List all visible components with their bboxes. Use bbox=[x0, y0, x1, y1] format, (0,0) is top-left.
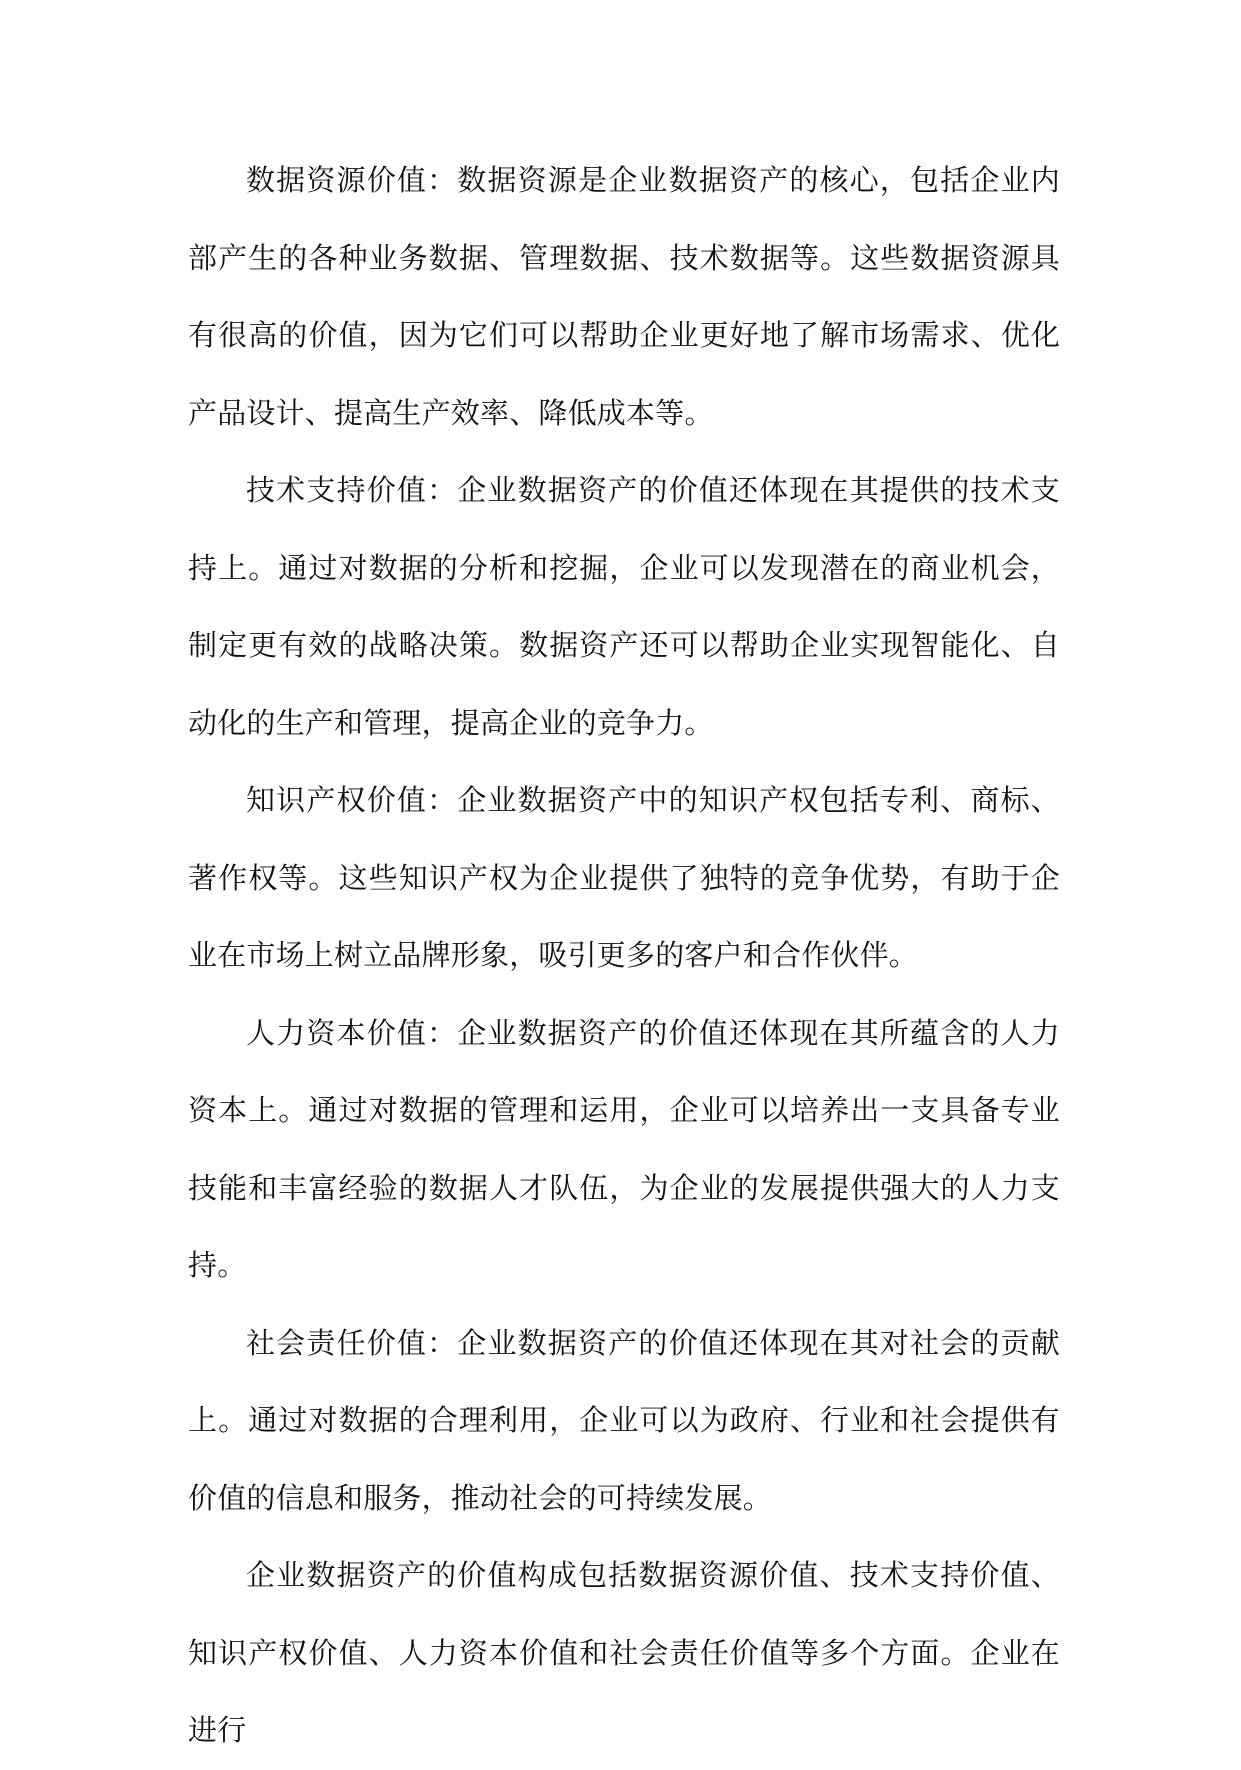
paragraph-technical-support-value: 技术支持价值：企业数据资产的价值还体现在其提供的技术支持上。通过对数据的分析和挖掘，企业可以发现潜在的商业机会，制定更有效的战略决策。数据资产还可以帮助企业实现智能化、自动化的生产和管理，提高企业的竞争力。 bbox=[188, 473, 1060, 740]
paragraph-social-responsibility-value: 社会责任价值：企业数据资产的价值还体现在其对社会的贡献上。通过对数据的合理利用，企业可以为政府、行业和社会提供有价值的信息和服务，推动社会的可持续发展。 bbox=[188, 1325, 1060, 1515]
paragraph-value-composition-summary: 企业数据资产的价值构成包括数据资源价值、技术支持价值、知识产权价值、人力资本价值和社会责任价值等多个方面。企业在进行 bbox=[188, 1558, 1060, 1747]
document-body bbox=[188, 142, 1060, 1770]
paragraph-intellectual-property-value: 知识产权价值：企业数据资产中的知识产权包括专利、商标、著作权等。这些知识产权为企业提供了独特的竞争优势，有助于企业在市场上树立品牌形象，吸引更多的客户和合作伙伴。 bbox=[188, 783, 1060, 972]
paragraph-human-capital-value: 人力资本价值：企业数据资产的价值还体现在其所蕴含的人力资本上。通过对数据的管理和运用，企业可以培养出一支具备专业技能和丰富经验的数据人才队伍，为企业的发展提供强大的人力支持。 bbox=[188, 1015, 1060, 1282]
paragraph-data-resource-value: 数据资源价值：数据资源是企业数据资产的核心，包括企业内部产生的各种业务数据、管理数据、技术数据等。这些数据资源具有很高的价值，因为它们可以帮助企业更好地了解市场需求、优化产品设计、提高生产效率、降低成本等。 bbox=[188, 163, 1060, 430]
